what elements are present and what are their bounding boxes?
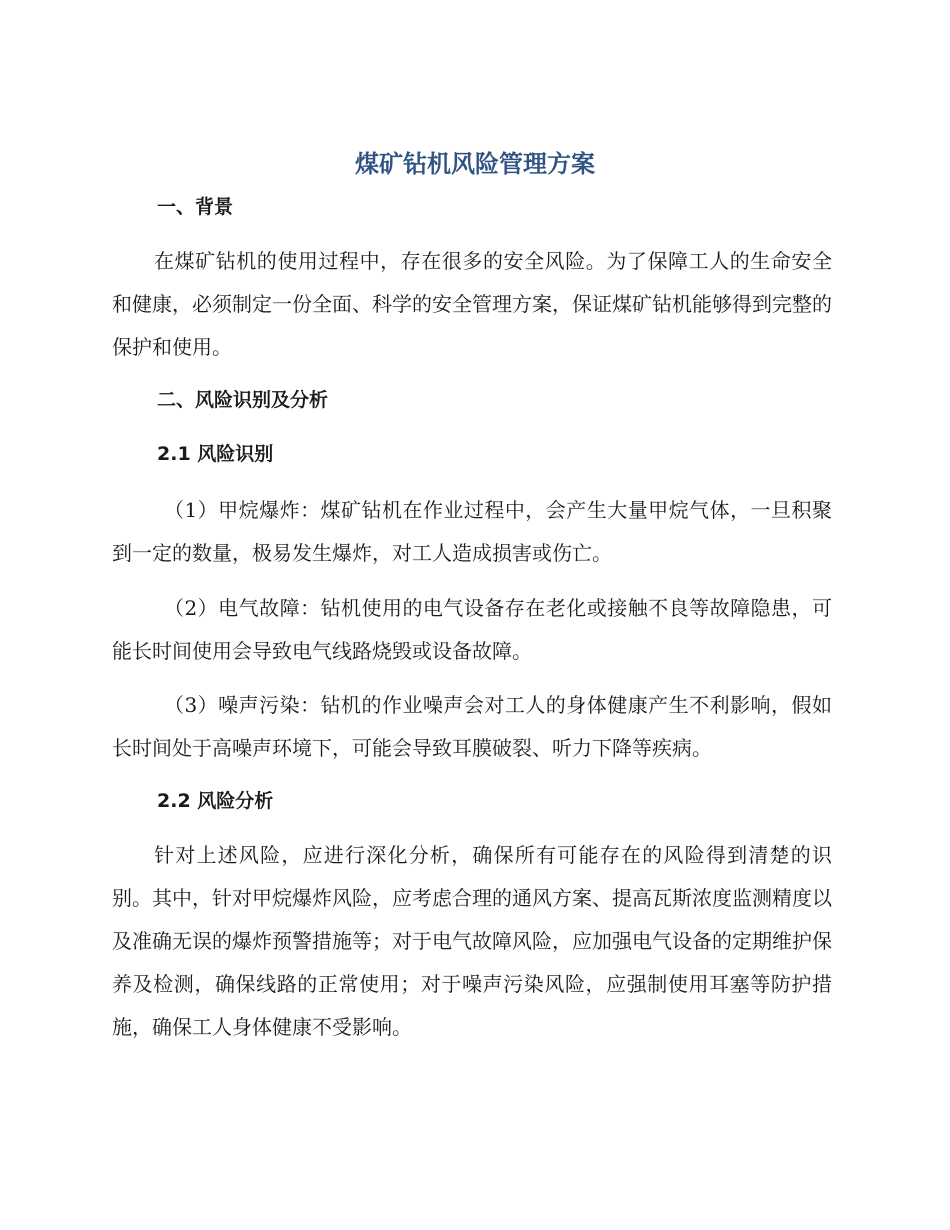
section-heading-risk-analysis: 二、风险识别及分析 [157, 389, 329, 411]
risk-analysis-paragraph: 针对上述风险，应进行深化分析，确保所有可能存在的风险得到清楚的识别。其中，针对甲烷爆炸风险，应考虑合理的通风方案、提高瓦斯浓度监测精度以及准确无误的爆炸预警措施等；对于电气故障风险，应加强电气设备的定期维护保养及检测，确保线路的正常使用；对于噪声污染风险，应强制使用耳塞等防护措施，确保工人身体健康不受影响。 [112, 843, 832, 1039]
section-heading-background: 一、背景 [157, 196, 234, 218]
background-paragraph: 在煤矿钻机的使用过程中，存在很多的安全风险。为了保障工人的生命安全和健康，必须制定一份全面、科学的安全管理方案，保证煤矿钻机能够得到完整的保护和使用。 [112, 249, 832, 359]
risk-item-methane: （1）甲烷爆炸：煤矿钻机在作业过程中，会产生大量甲烷气体，一旦积聚到一定的数量，极易发生爆炸，对工人造成损害或伤亡。 [112, 498, 832, 565]
subsection-heading-risk-analysis: 2.2 风险分析 [157, 790, 274, 812]
document-title: 煤矿钻机风险管理方案 [355, 150, 595, 178]
subsection-heading-risk-identification: 2.1 风险识别 [157, 443, 274, 465]
risk-item-electrical: （2）电气故障：钻机使用的电气设备存在老化或接触不良等故障隐患，可能长时间使用会导致电气线路烧毁或设备故障。 [112, 596, 832, 663]
risk-item-noise: （3）噪声污染：钻机的作业噪声会对工人的身体健康产生不利影响，假如长时间处于高噪声环境下，可能会导致耳膜破裂、听力下降等疾病。 [112, 693, 832, 760]
